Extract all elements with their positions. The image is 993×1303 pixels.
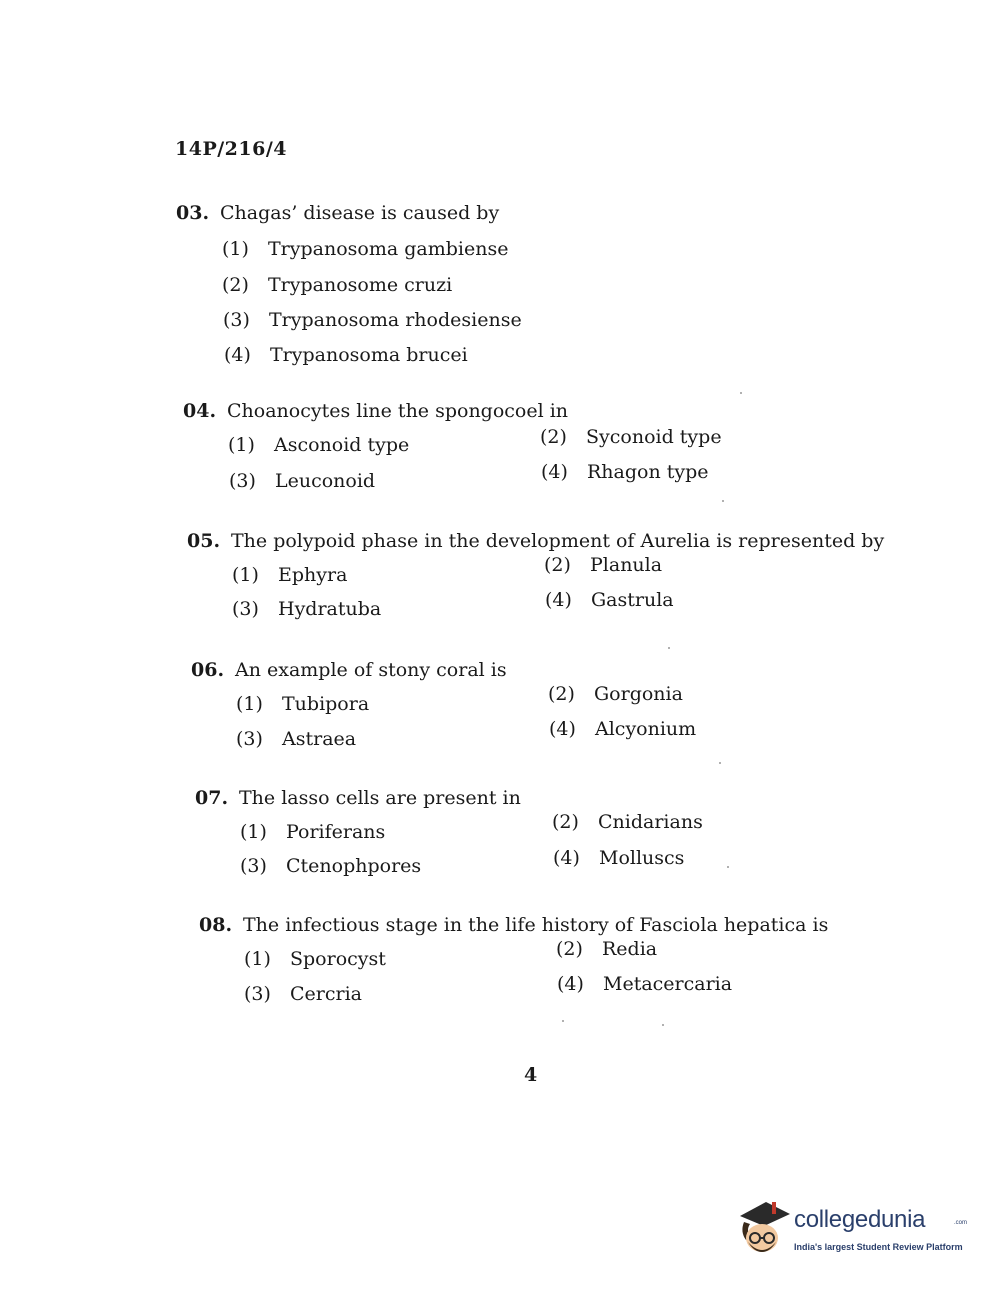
question-number: 08. — [199, 914, 233, 936]
option-number: (4) — [545, 589, 572, 611]
option-number: (3) — [229, 470, 256, 492]
option-text: Gorgonia — [594, 683, 683, 705]
option-4 — [557, 971, 732, 997]
question-text: An example of stony coral is — [235, 659, 507, 681]
option-number: (3) — [232, 598, 259, 620]
option-number: (4) — [549, 718, 576, 740]
option-number: (1) — [240, 821, 267, 843]
option-3 — [244, 981, 362, 1007]
option-number: (4) — [541, 461, 568, 483]
option-number: (2) — [548, 683, 575, 705]
question-07 — [195, 783, 895, 877]
question-stem — [199, 910, 899, 940]
option-number: (1) — [244, 948, 271, 970]
option-text: Sporocyst — [290, 948, 386, 970]
option-1 — [228, 432, 409, 458]
option-text: Ctenophpores — [286, 855, 422, 877]
question-08 — [199, 910, 899, 1005]
question-number: 06. — [191, 659, 225, 681]
option-3 — [223, 307, 522, 333]
option-1 — [232, 562, 347, 588]
logo-brand: collegedunia — [794, 1206, 926, 1233]
option-text: Trypanosome cruzi — [268, 274, 453, 296]
question-06 — [191, 655, 891, 750]
option-2 — [556, 936, 657, 962]
question-stem — [191, 655, 891, 685]
option-text: Molluscs — [599, 847, 685, 869]
option-text: Cnidarians — [598, 811, 703, 833]
option-4 — [545, 587, 674, 613]
option-text: Alcyonium — [595, 718, 697, 740]
option-number: (3) — [240, 855, 267, 877]
option-3 — [240, 853, 421, 879]
option-1 — [222, 236, 508, 262]
option-1 — [244, 946, 386, 972]
option-number: (4) — [557, 973, 584, 995]
option-text: Trypanosoma rhodesiense — [269, 309, 522, 331]
scan-speck — [562, 1020, 564, 1022]
option-2 — [544, 552, 662, 578]
scan-speck — [727, 866, 729, 868]
mascot-icon — [736, 1196, 794, 1258]
option-number: (1) — [236, 693, 263, 715]
option-number: (1) — [228, 434, 255, 456]
option-text: Trypanosoma brucei — [270, 344, 468, 366]
option-1 — [240, 819, 385, 845]
option-text: Rhagon type — [587, 461, 709, 483]
option-number: (2) — [552, 811, 579, 833]
option-3 — [236, 726, 356, 752]
question-04 — [183, 396, 883, 492]
option-number: (3) — [244, 983, 271, 1005]
option-number: (2) — [544, 554, 571, 576]
page-number: 4 — [524, 1064, 538, 1086]
option-number: (2) — [556, 938, 583, 960]
scan-speck — [722, 500, 724, 502]
option-2 — [222, 272, 452, 298]
scan-speck — [719, 762, 721, 764]
scan-speck — [740, 392, 742, 394]
option-number: (4) — [224, 344, 251, 366]
question-text: The polypoid phase in the development of Aurelia is represented by — [231, 530, 885, 552]
question-text: The lasso cells are present in — [239, 787, 521, 809]
question-number: 05. — [187, 530, 221, 552]
option-1 — [236, 691, 369, 717]
collegedunia-logo — [736, 1196, 966, 1258]
question-stem — [176, 198, 876, 228]
option-4 — [549, 716, 696, 742]
option-number: (1) — [232, 564, 259, 586]
question-05 — [187, 526, 887, 620]
option-number: (1) — [222, 238, 249, 260]
logo-tagline: India's largest Student Review Platform — [794, 1242, 963, 1252]
option-4 — [541, 459, 709, 485]
option-3 — [232, 596, 381, 622]
option-text: Astraea — [282, 728, 357, 750]
option-number: (2) — [540, 426, 567, 448]
option-text: Planula — [590, 554, 663, 576]
scan-speck — [668, 647, 670, 649]
option-text: Asconoid type — [274, 434, 410, 456]
option-3 — [229, 468, 375, 494]
option-text: Syconoid type — [586, 426, 722, 448]
logo-dotcom: .com — [954, 1220, 968, 1226]
option-number: (2) — [222, 274, 249, 296]
question-stem — [195, 783, 895, 813]
option-text: Tubipora — [282, 693, 370, 715]
option-number: (3) — [223, 309, 250, 331]
option-number: (3) — [236, 728, 263, 750]
question-03 — [176, 198, 876, 366]
question-number: 07. — [195, 787, 229, 809]
option-4 — [553, 845, 684, 871]
option-text: Redia — [602, 938, 658, 960]
option-2 — [548, 681, 683, 707]
option-text: Gastrula — [591, 589, 674, 611]
scan-speck — [662, 1024, 664, 1026]
option-4 — [224, 342, 468, 368]
option-text: Cercria — [290, 983, 362, 1005]
question-text: The infectious stage in the life history of Fasciola hepatica is — [243, 914, 829, 936]
question-stem — [183, 396, 883, 426]
question-number: 03. — [176, 202, 210, 224]
option-text: Trypanosoma gambiense — [268, 238, 509, 260]
paper-code: 14P/216/4 — [175, 138, 287, 160]
option-2 — [552, 809, 703, 835]
option-text: Leuconoid — [275, 470, 376, 492]
option-text: Hydratuba — [278, 598, 382, 620]
question-text: Chagas’ disease is caused by — [220, 202, 500, 224]
option-2 — [540, 424, 722, 450]
question-text: Choanocytes line the spongocoel in — [227, 400, 569, 422]
option-text: Metacercaria — [603, 973, 733, 995]
option-number: (4) — [553, 847, 580, 869]
option-text: Poriferans — [286, 821, 386, 843]
option-text: Ephyra — [278, 564, 348, 586]
question-stem — [187, 526, 887, 556]
question-number: 04. — [183, 400, 217, 422]
